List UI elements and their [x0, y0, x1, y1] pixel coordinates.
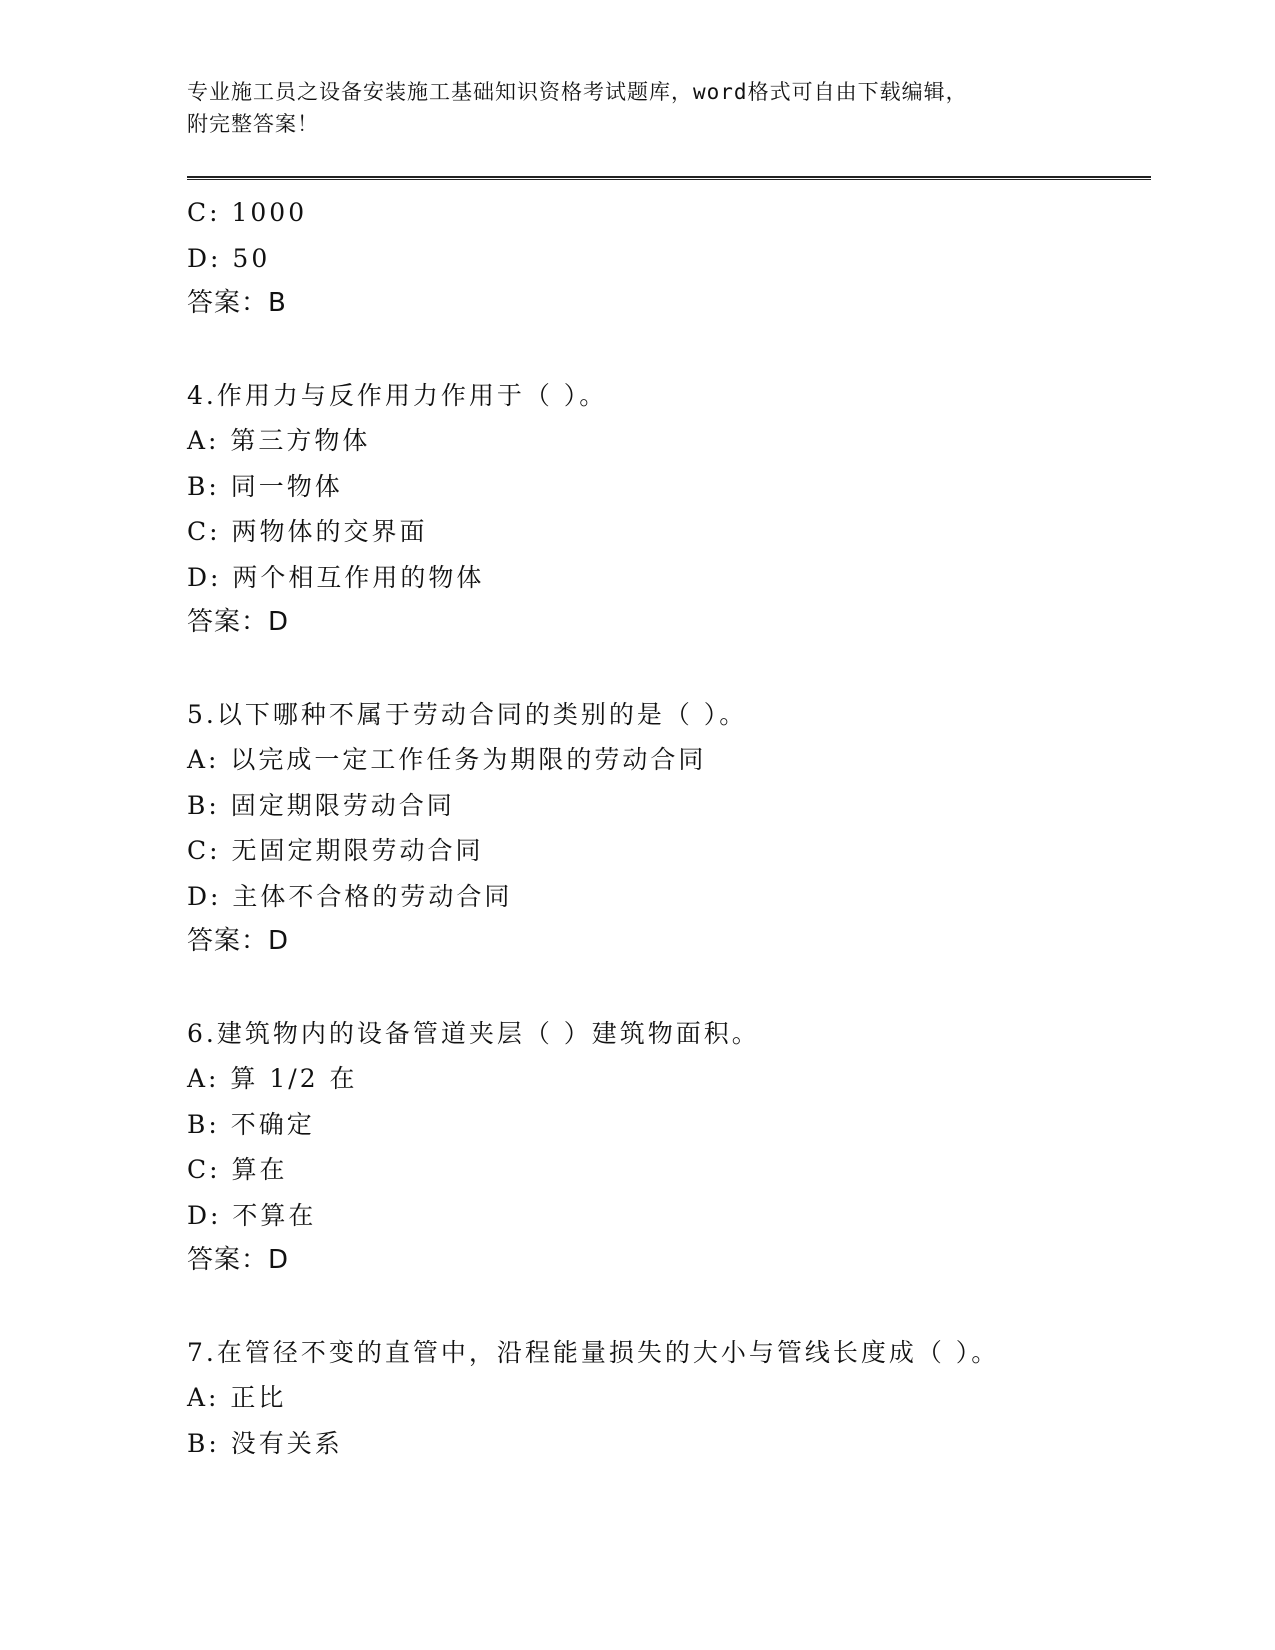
option-c: C: 算在 — [187, 1155, 288, 1184]
question-5 — [187, 692, 1147, 965]
header-line-2: 附完整答案！ — [187, 112, 319, 136]
question-6 — [187, 1011, 1147, 1284]
option-a: A: 正比 — [187, 1383, 287, 1412]
option-b: B: 不确定 — [187, 1109, 315, 1139]
option-d: D: 两个相互作用的物体 — [187, 562, 485, 592]
option-c: C: 1000 — [187, 198, 308, 227]
question-text: 6.建筑物内的设备管道夹层（ ）建筑物面积。 — [187, 1018, 760, 1048]
question-text: 5.以下哪种不属于劳动合同的类别的是（ ）。 — [187, 699, 748, 729]
spacer — [187, 327, 1147, 373]
answer: 答案：B — [187, 288, 287, 318]
question-list — [187, 190, 1147, 1466]
option-d: D: 50 — [187, 243, 271, 273]
question-text: 7.在管径不变的直管中，沿程能量损失的大小与管线长度成（ ）。 — [187, 1337, 1000, 1367]
spacer — [187, 646, 1147, 692]
question-3-tail — [187, 190, 1147, 327]
header-line-1: 专业施工员之设备安装施工基础知识资格考试题库，word格式可自由下载编辑， — [187, 80, 968, 104]
header-divider — [187, 176, 1151, 180]
option-b: B: 固定期限劳动合同 — [187, 790, 455, 820]
answer: 答案：D — [187, 607, 290, 637]
answer: 答案：D — [187, 1245, 290, 1275]
question-4 — [187, 373, 1147, 646]
document-header — [187, 76, 1147, 140]
question-7 — [187, 1330, 1147, 1467]
option-c: C: 两物体的交界面 — [187, 517, 428, 546]
question-text: 4.作用力与反作用力作用于（ ）。 — [187, 380, 608, 410]
option-c: C: 无固定期限劳动合同 — [187, 836, 484, 865]
spacer — [187, 1284, 1147, 1330]
option-b: B: 同一物体 — [187, 471, 343, 501]
option-a: A: 以完成一定工作任务为期限的劳动合同 — [187, 745, 707, 774]
option-d: D: 不算在 — [187, 1200, 317, 1230]
spacer — [187, 965, 1147, 1011]
option-a: A: 算 1/2 在 — [187, 1064, 358, 1093]
answer: 答案：D — [187, 926, 290, 956]
option-b: B: 没有关系 — [187, 1428, 343, 1458]
option-d: D: 主体不合格的劳动合同 — [187, 881, 513, 911]
option-a: A: 第三方物体 — [187, 426, 371, 455]
